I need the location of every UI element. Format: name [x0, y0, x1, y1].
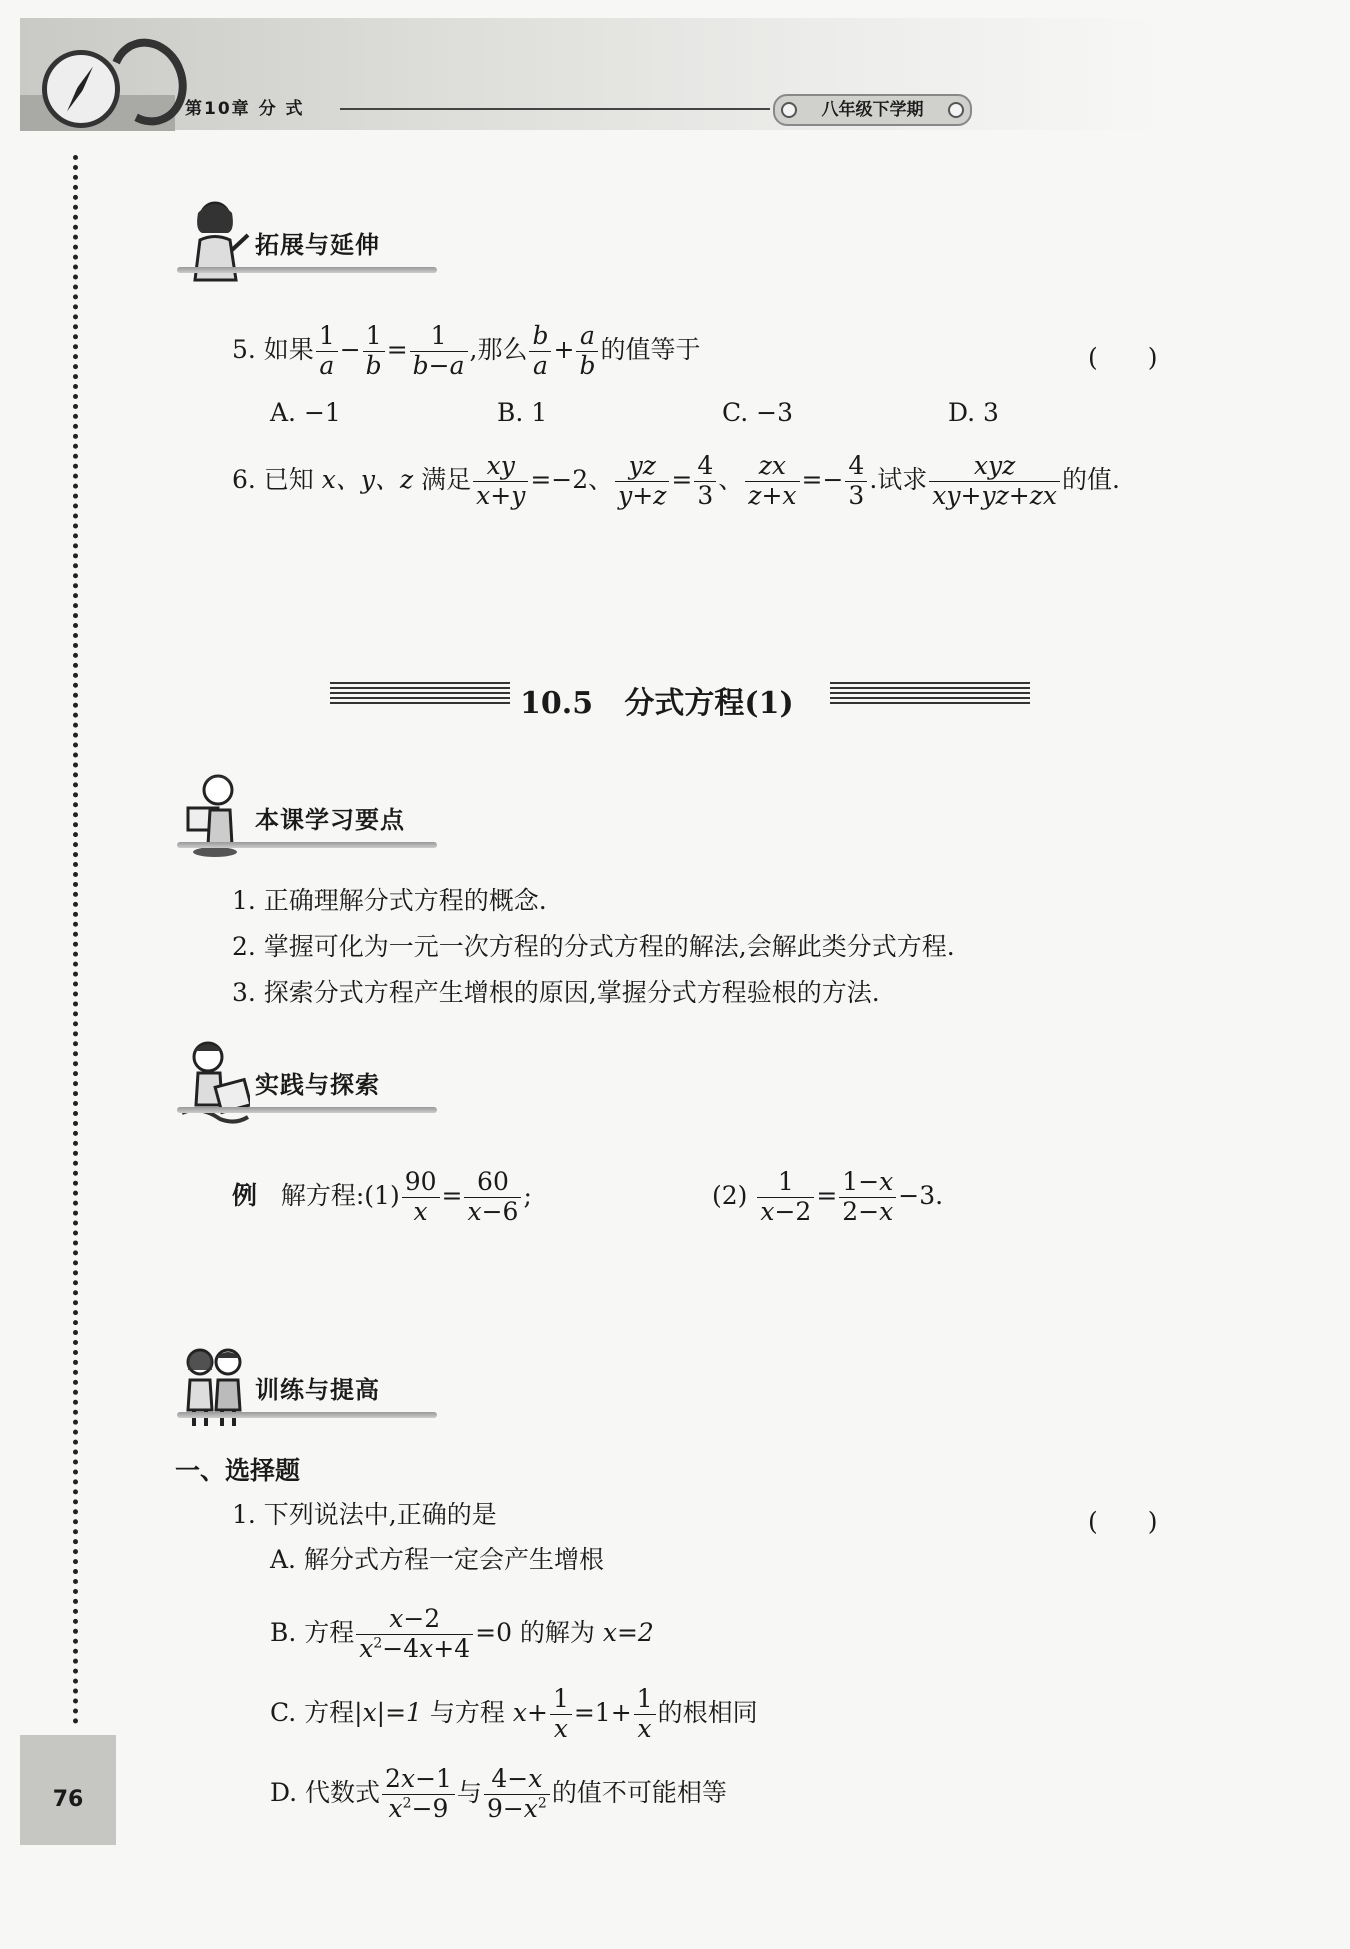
banner-key-points	[175, 770, 455, 870]
banner-underline	[177, 267, 437, 273]
choice-option-d	[270, 1765, 727, 1824]
fraction: $\frac{yz}{y+z}$	[615, 452, 669, 511]
key-point-1: 1. 正确理解分式方程的概念.	[232, 886, 547, 915]
option-b-solution: x=2	[602, 1617, 654, 1647]
banner-underline	[177, 842, 437, 848]
q6-tail: 的值.	[1061, 464, 1120, 494]
page-number: 76	[20, 1735, 116, 1845]
fraction: $\frac{4}{3}$	[845, 452, 867, 511]
option-d-mid: 与	[456, 1777, 482, 1807]
banner-title: 拓展与延伸	[255, 231, 380, 259]
q6-vars: x、y、z	[321, 464, 414, 494]
option-c-mid: 与方程	[429, 1697, 505, 1727]
key-point-2: 2. 掌握可化为一元一次方程的分式方程的解法,会解此类分式方程.	[232, 932, 955, 961]
option-c: C. −3	[722, 398, 793, 427]
example-label: 例	[232, 1180, 258, 1210]
fraction: $\frac{2x-1}{x^2-9}$	[382, 1765, 455, 1824]
fraction: $\frac{xy}{x+y}$	[473, 452, 528, 511]
banner-underline	[177, 1412, 437, 1418]
option-c-lead: C. 方程	[270, 1697, 355, 1727]
example-part-2: (2) $\frac{1}{x-2}$ = $\frac{1-x}{2-x}$ −3.	[712, 1167, 944, 1226]
option-b-tail: =0 的解为	[475, 1617, 595, 1647]
option-c-abs: |x|=1	[354, 1697, 422, 1727]
option-c-tail: 的根相同	[657, 1697, 758, 1727]
choice-heading: 一、选择题	[175, 1456, 301, 1485]
fraction: $\frac{4-x}{9-x^2}$	[484, 1765, 550, 1824]
heading-stripes-left	[330, 682, 510, 706]
chapter-title: 第10章 分 式	[185, 99, 305, 119]
fraction: $\frac{1}{x-2}$	[757, 1168, 814, 1227]
option-a: A. −1	[270, 398, 341, 427]
option-d: D. 3	[948, 398, 999, 427]
banner-extend	[175, 195, 455, 295]
fraction: $\frac{b}{a}$	[529, 322, 551, 381]
fraction: $\frac{1}{b-a}$	[410, 322, 468, 381]
fraction: $\frac{1}{x}$	[550, 1685, 572, 1744]
option-b: B. 1	[497, 398, 548, 427]
option-b-lead: B. 方程	[270, 1617, 355, 1647]
q5-tail: 的值等于	[600, 334, 701, 364]
example: 例 解方程:(1) $\frac{90}{x}$ = $\frac{60}{x-6}$ ;	[232, 1167, 532, 1226]
example-lead: 解方程:(1)	[280, 1180, 400, 1210]
choice-q1: 1. 下列说法中,正确的是	[232, 1500, 497, 1529]
section-title: 10.5 分式方程(1)	[520, 686, 794, 721]
banner-practice	[175, 1035, 455, 1135]
banner-title: 实践与探索	[255, 1071, 380, 1099]
fraction: $\frac{x-2}{x^2-4x+4}$	[356, 1605, 473, 1664]
answer-paren: ( )	[1088, 1507, 1158, 1536]
fraction: $\frac{\text{xyz}}{xy+yz+zx}$	[929, 452, 1060, 511]
option-d-tail: 的值不可能相等	[551, 1777, 727, 1807]
banner-title: 本课学习要点	[255, 806, 405, 834]
fraction: $\frac{1}{x}$	[634, 1685, 656, 1744]
q5-lead: 5. 如果	[232, 334, 314, 364]
q6-cond: 满足	[421, 464, 472, 494]
choice-option-c: C. 方程|x|=1 与方程 x+ $\frac{1}{x}$ =1+ $\frac{1}{x}$ 的根相同	[270, 1684, 758, 1743]
compass-clock-icon	[42, 50, 120, 128]
fraction: $\frac{90}{x}$	[402, 1168, 440, 1227]
fraction: $\frac{1}{b}$	[363, 322, 385, 381]
dotted-margin-line	[73, 155, 78, 1725]
key-point-3: 3. 探索分式方程产生增根的原因,掌握分式方程验根的方法.	[232, 978, 880, 1007]
q6-lead: 6. 已知	[232, 464, 314, 494]
heading-stripes-right	[830, 682, 1030, 706]
option-d-lead: D. 代数式	[270, 1777, 381, 1807]
fraction: $\frac{4}{3}$	[694, 452, 716, 511]
header-rule	[340, 108, 770, 110]
question-5: 5. 如果 $\frac{1}{a}$ − $\frac{1}{b}$ = $\frac{1}{b-a}$ ,那么 $\frac{b}{a}$ + $\frac{a}{b}$ 的值等于	[232, 321, 701, 380]
grade-badge: 八年级下学期	[773, 94, 972, 126]
fraction: $\frac{60}{x-6}$	[464, 1168, 521, 1227]
banner-underline	[177, 1107, 437, 1113]
fraction: $\frac{1}{a}$	[316, 322, 338, 381]
q6-ask: .试求	[869, 464, 928, 494]
banner-title: 训练与提高	[255, 1376, 380, 1404]
example-part2-label: (2)	[712, 1180, 748, 1210]
question-6: 6. 已知 x、y、z 满足 $\frac{xy}{x+y}$ =−2、 $\frac{yz}{y+z}$ = $\frac{4}{3}$ 、 $\frac{zx}{z+x}$ =− $\frac{4}{3}$ .试求 $\frac{\text{xyz}}{xy+yz+zx}$ 的值.	[232, 451, 1120, 510]
fraction: $\frac{1-x}{2-x}$	[839, 1168, 896, 1227]
fraction: $\frac{zx}{z+x}$	[745, 452, 799, 511]
choice-option-b	[270, 1605, 654, 1664]
fraction: $\frac{a}{b}$	[576, 322, 598, 381]
answer-paren: ( )	[1088, 343, 1158, 372]
choice-option-a: A. 解分式方程一定会产生增根	[270, 1545, 604, 1574]
q5-mid: ,那么	[469, 334, 528, 364]
banner-training	[175, 1340, 455, 1440]
